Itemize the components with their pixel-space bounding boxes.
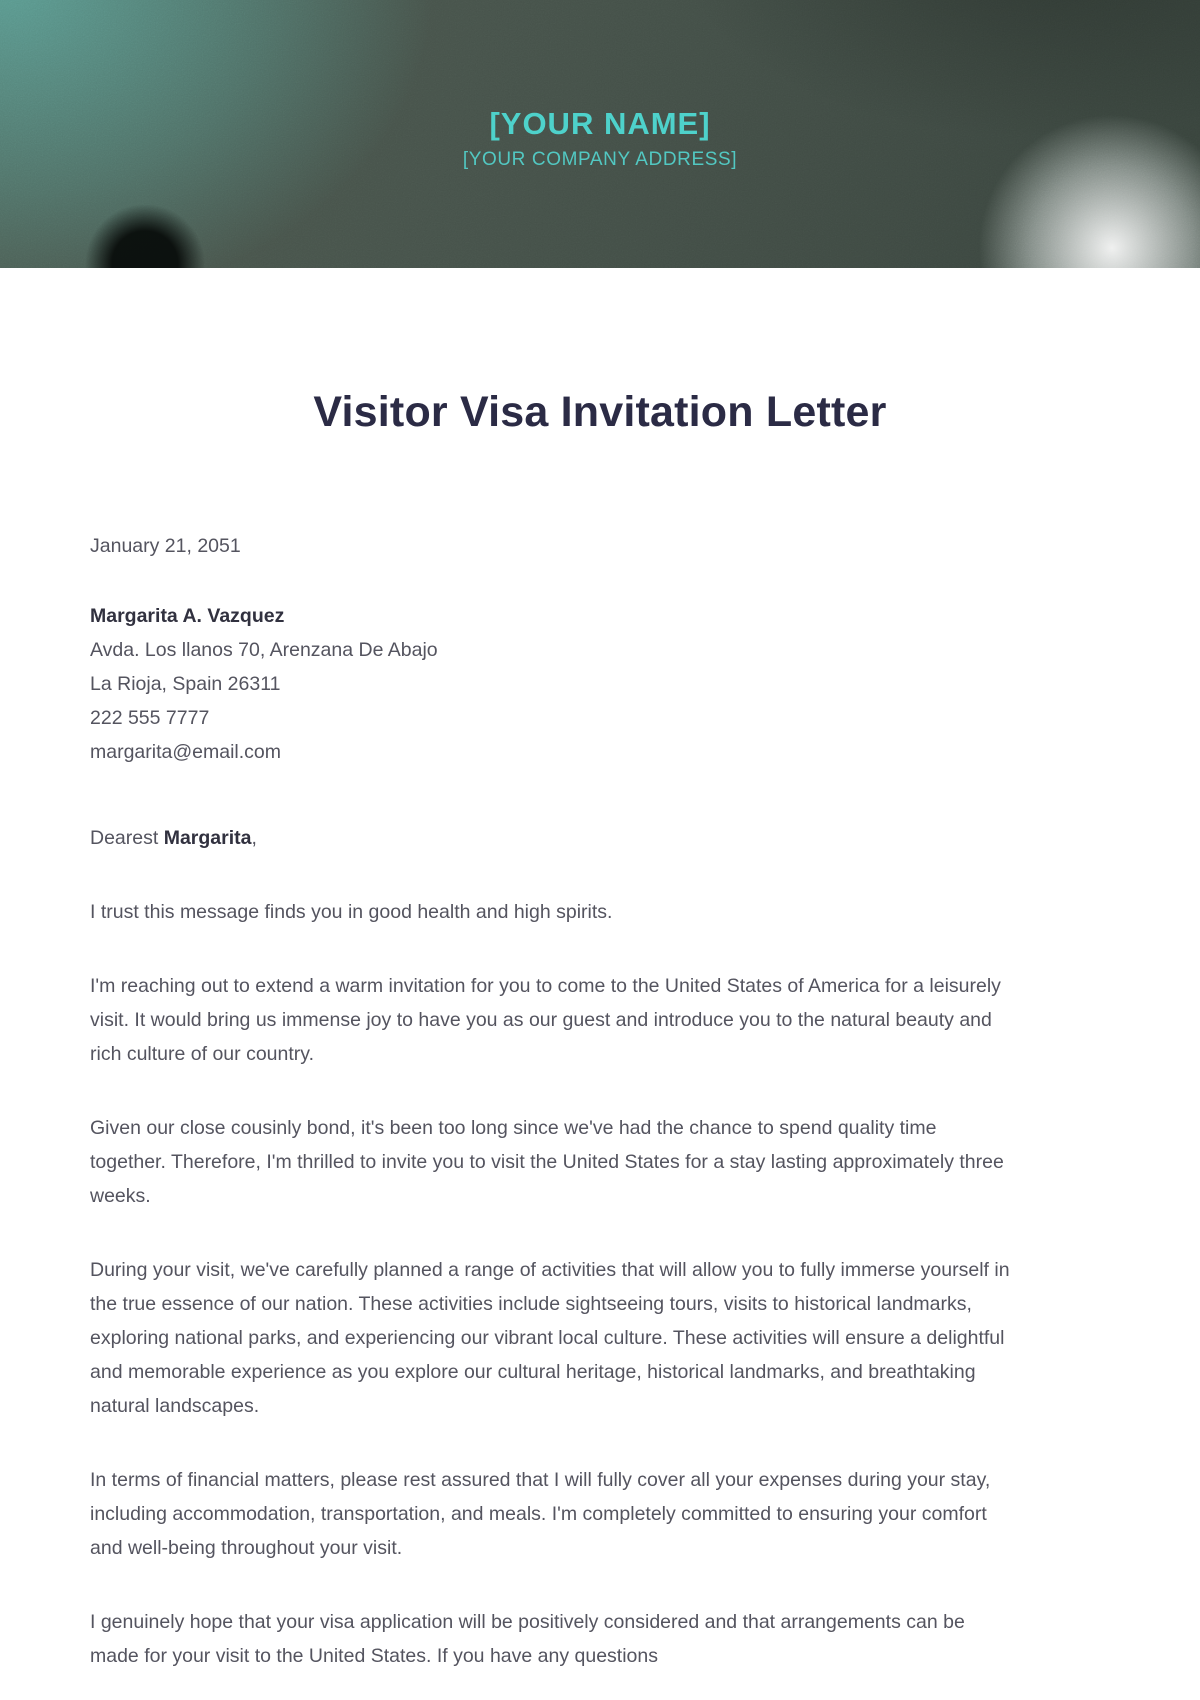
recipient-phone: 222 555 7777 bbox=[90, 707, 210, 729]
letter-paragraph: I'm reaching out to extend a warm invitation for you to come to the United States of America for a leisurely visit. It would bring us immense joy to have you as our guest and introduce you to the natural beauty and rich culture of our country. bbox=[90, 975, 1001, 1065]
salutation-name: Margarita bbox=[163, 827, 252, 849]
salutation bbox=[90, 821, 1110, 855]
letterhead bbox=[0, 0, 1200, 268]
letter-paragraph: I genuinely hope that your visa application will be positively considered and that arrangements can be made for your visit to the United States. If you have any questions bbox=[90, 1611, 965, 1667]
recipient-email: margarita@email.com bbox=[90, 741, 282, 763]
recipient-name: Margarita A. Vazquez bbox=[90, 605, 285, 627]
recipient-block bbox=[90, 599, 1110, 769]
salutation-suffix: , bbox=[251, 827, 257, 849]
letterhead-company-address-placeholder: [YOUR COMPANY ADDRESS] bbox=[462, 148, 738, 170]
salutation-prefix: Dearest bbox=[90, 827, 164, 849]
letter-paragraph: I trust this message finds you in good health and high spirits. bbox=[90, 901, 613, 923]
letter-paragraph: In terms of financial matters, please rest assured that I will fully cover all your expenses during your stay, including accommodation, transportation, and meals. I'm completely committed to ensuring your comfort and well-being throughout your visit. bbox=[90, 1469, 991, 1559]
letter-title: Visitor Visa Invitation Letter bbox=[313, 388, 887, 436]
letter-paragraph: During your visit, we've carefully planned a range of activities that will allow you to fully immerse yourself in the true essence of our nation. These activities include sightseeing tours, visits to historical landmarks, exploring national parks, and experiencing our vibrant local culture. These activities will ensure a delightful and memorable experience as you explore our cultural heritage, historical landmarks, and breathtaking natural landscapes. bbox=[90, 1259, 1010, 1417]
letter-date: January 21, 2051 bbox=[90, 535, 241, 557]
recipient-address-line1: Avda. Los llanos 70, Arenzana De Abajo bbox=[90, 639, 438, 661]
letter-paragraph: Given our close cousinly bond, it's been too long since we've had the chance to spend quality time together. Therefore, I'm thrilled to invite you to visit the United States for a stay lasting approximately three weeks. bbox=[90, 1117, 1004, 1207]
letterhead-name-placeholder: [YOUR NAME] bbox=[489, 105, 711, 141]
recipient-address-line2: La Rioja, Spain 26311 bbox=[90, 673, 281, 695]
letterhead-text-block bbox=[0, 0, 1200, 268]
letter-body bbox=[0, 387, 1200, 1673]
